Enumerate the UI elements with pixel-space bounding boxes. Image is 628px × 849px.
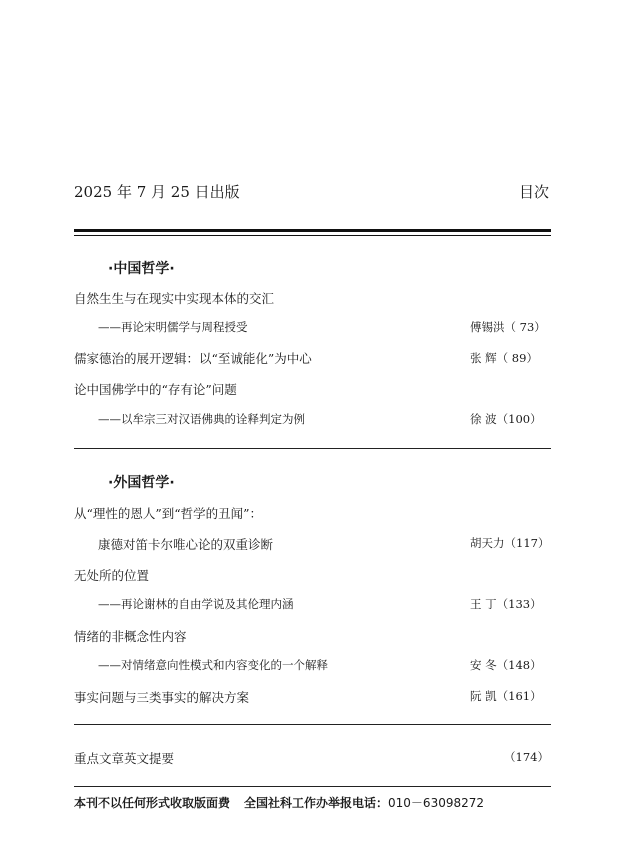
entry-title: 从“理性的恩人”到“哲学的丑闻”： [74,506,263,521]
entry-author-page [470,411,542,427]
hotline-number: 010－63098272 [388,796,485,810]
section-divider [74,448,551,449]
entry-subtitle: ——再论宋明儒学与周程授受 [98,320,248,334]
entry-author: 徐 波 [470,412,497,426]
footer [74,794,484,811]
entry-author: 王 丁 [470,597,497,611]
entry-author: 傅锡洪 [470,320,505,334]
entry-author: 张 辉 [470,351,497,365]
section-divider [74,724,551,725]
entry-page: （117） [504,536,550,550]
entry-author-page [470,688,542,704]
entry-subtitle: ——再论谢林的自由学说及其伦理内涵 [98,597,294,611]
toc-heading: 目次 [518,183,549,201]
entry-author-page [470,350,538,366]
entry-page: （ 73） [504,320,546,334]
entry-title: 情绪的非概念性内容 [74,629,187,644]
entry-page: （ 89） [496,351,538,365]
hotline-label: 全国社科工作办举报电话： [244,796,389,810]
entry-title: 无处所的位置 [74,568,150,583]
fee-notice: 本刊不以任何形式收取版面费 [74,796,231,810]
entry-title: 事实问题与三类事实的解决方案 [74,690,250,705]
entry-title: 论中国佛学中的“存有论”问题 [74,382,237,397]
section-title-chinese-philosophy: ·中国哲学· [108,261,175,277]
entry-author-page [470,596,542,612]
issue-date: 2025 年 7 月 25 日出版 [74,183,240,201]
entry-author-page [470,319,546,335]
entry-author: 安 冬 [470,658,497,672]
entry-author-page [470,657,542,673]
abstracts-page: （174） [504,750,549,764]
section-title-foreign-philosophy: ·外国哲学· [108,475,175,491]
header-rule-thin [74,235,551,236]
entry-page: （100） [496,412,542,426]
abstracts-title: 重点文章英文提要 [74,751,175,766]
entry-subtitle: ——以牟宗三对汉语佛典的诠释判定为例 [98,412,305,426]
entry-title: 自然生生与在现实中实现本体的交汇 [74,291,275,306]
footer-divider [74,786,551,787]
entry-author-page [470,535,549,551]
entry-page: （148） [496,658,542,672]
entry-subtitle: 康德对笛卡尔唯心论的双重诊断 [98,537,274,552]
entry-title: 儒家德治的展开逻辑：以“至诚能化”为中心 [74,351,312,366]
entry-subtitle: ——对情绪意向性模式和内容变化的一个解释 [98,658,328,672]
entry-page: （133） [496,597,542,611]
entry-author: 胡天力 [470,536,505,550]
entry-page: （161） [496,689,542,703]
header-rule [74,229,551,232]
entry-author: 阮 凯 [470,689,497,703]
